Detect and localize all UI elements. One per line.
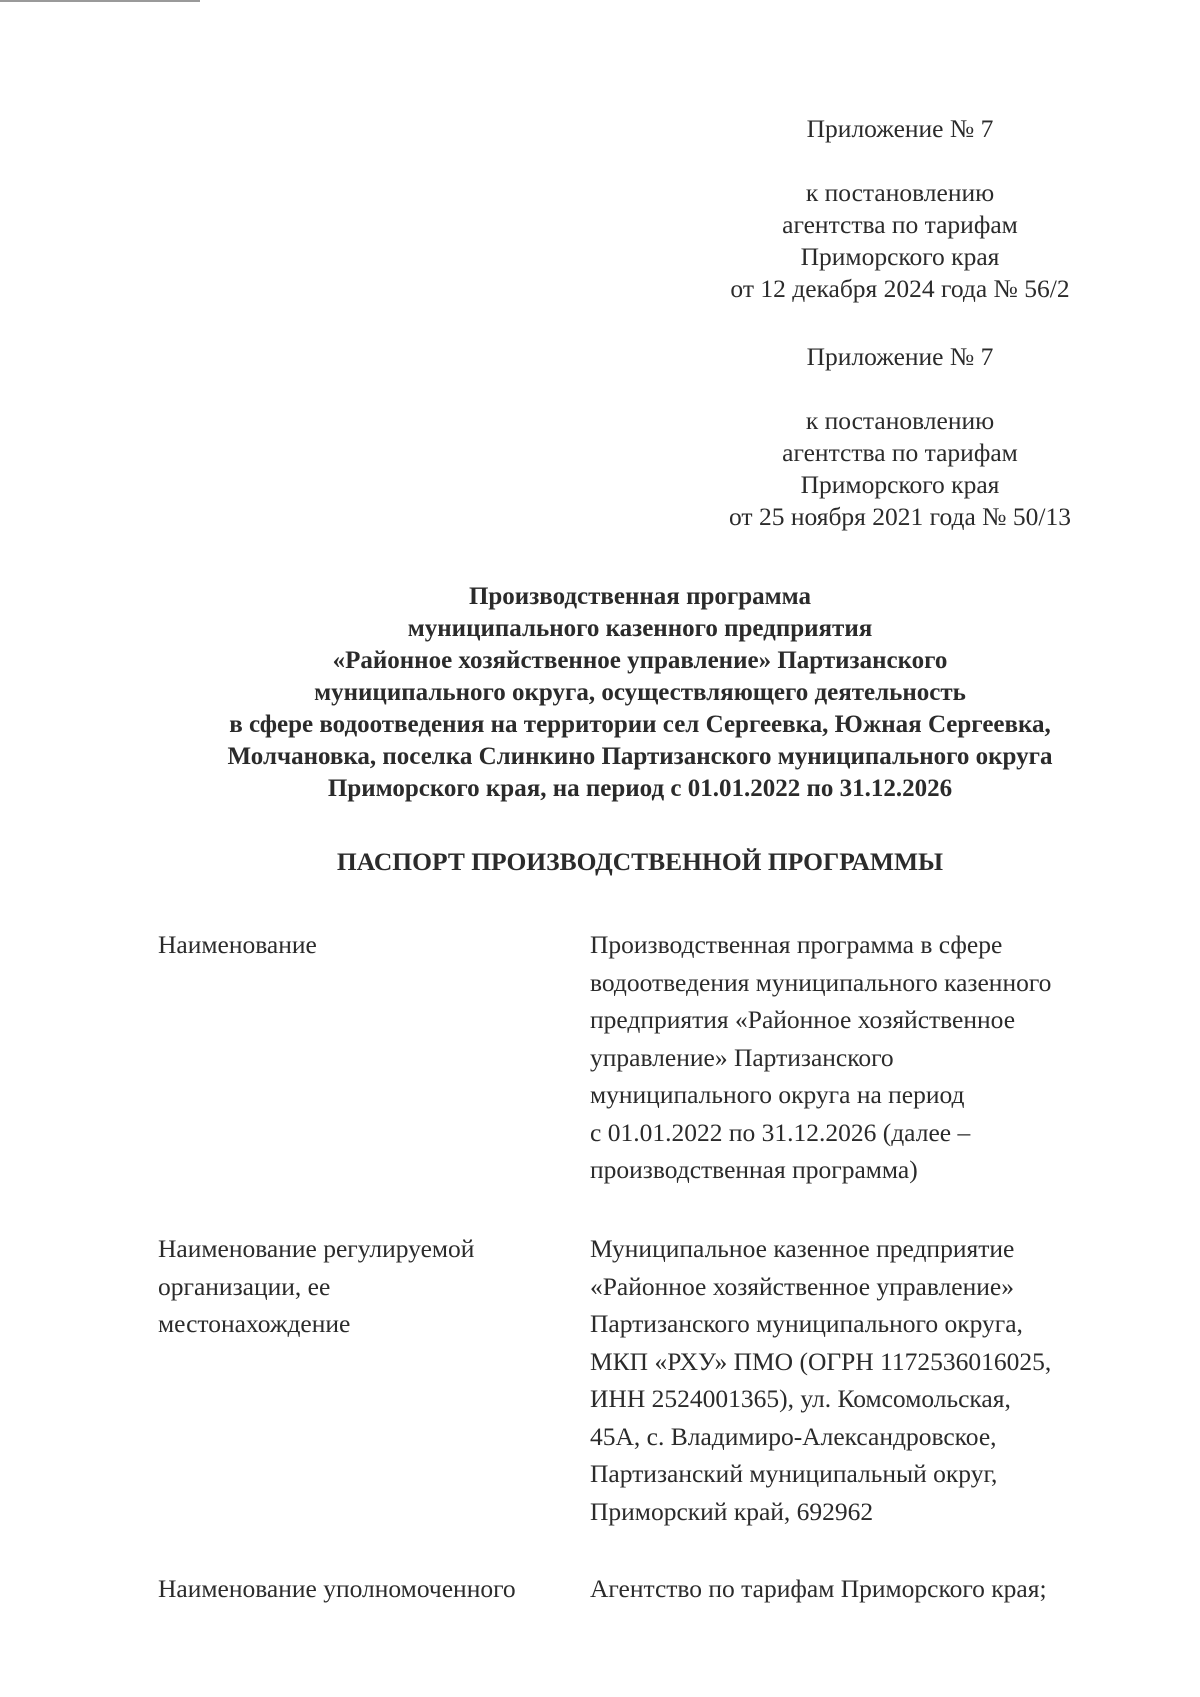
value-line: управление» Партизанского — [590, 1042, 894, 1072]
value-line: с 01.01.2022 по 31.12.2026 (далее – — [590, 1117, 971, 1147]
row-label-organization — [158, 1230, 578, 1343]
value-line: 45А, с. Владимиро-Александровское, — [590, 1421, 997, 1451]
appendix-line: Приморского края — [800, 470, 1000, 499]
scan-edge-mark — [0, 0, 200, 2]
heading-line: муниципального казенного предприятия — [407, 615, 873, 642]
value-line: Производственная программа в сфере — [590, 930, 1003, 959]
value-line: водоотведения муниципального казенного — [590, 967, 1052, 997]
value-line: МКП «РХУ» ПМО (ОГРН 1172536016025, — [590, 1346, 1052, 1376]
appendix-line: к постановлению — [805, 406, 995, 435]
appendix-line: к постановлению — [805, 178, 995, 207]
heading-line: Производственная программа — [468, 583, 812, 610]
appendix-line: Приморского края — [800, 242, 1000, 271]
heading-line: Молчановка, поселка Слинкино Партизанского муниципального округа — [227, 743, 1053, 770]
label-line: организации, ее — [158, 1271, 331, 1301]
value-line: Агентство по тарифам Приморского края; — [590, 1574, 1047, 1603]
row-value-name — [590, 926, 1150, 1189]
heading-line: «Районное хозяйственное управление» Партизанского — [332, 647, 948, 674]
appendix-block-original — [620, 341, 1180, 533]
heading-line: Приморского края, на период с 01.01.2022 по 31.12.2026 — [327, 775, 953, 802]
value-line: ИНН 2524001365), ул. Комсомольская, — [590, 1384, 1011, 1413]
appendix-block-current — [620, 113, 1180, 305]
appendix-decree-date: от 12 декабря 2024 года № 56/2 — [730, 274, 1070, 303]
appendix-line: агентства по тарифам — [782, 210, 1018, 239]
document-heading — [140, 581, 1140, 805]
value-line: «Районное хозяйственное управление» — [590, 1271, 1014, 1301]
row-label-authority — [158, 1570, 578, 1608]
value-line: Муниципальное казенное предприятие — [590, 1234, 1015, 1263]
value-line: производственная программа) — [590, 1155, 918, 1184]
value-line: Партизанского муниципального округа, — [590, 1309, 1023, 1338]
row-value-organization — [590, 1230, 1150, 1530]
row-value-authority — [590, 1570, 1150, 1608]
heading-line: в сфере водоотведения на территории сел Сергеевка, Южная Сергеевка, — [229, 711, 1051, 738]
value-line: Партизанский муниципальный округ, — [590, 1459, 998, 1488]
value-line: Приморский край, 692962 — [590, 1496, 874, 1526]
value-line: предприятия «Районное хозяйственное — [590, 1005, 1016, 1034]
row-label-name — [158, 926, 578, 964]
label-line: местонахождение — [158, 1309, 351, 1338]
label-line: Наименование регулируемой — [158, 1234, 475, 1263]
label-line: Наименование — [158, 930, 317, 959]
appendix-decree-date: от 25 ноября 2021 года № 50/13 — [729, 502, 1071, 531]
passport-title: ПАСПОРТ ПРОИЗВОДСТВЕННОЙ ПРОГРАММЫ — [336, 847, 944, 876]
heading-line: муниципального округа, осуществляющего деятельность — [314, 679, 966, 706]
appendix-title: Приложение № 7 — [806, 342, 994, 371]
label-line: Наименование уполномоченного — [158, 1574, 516, 1603]
value-line: муниципального округа на период — [590, 1080, 965, 1109]
appendix-title: Приложение № 7 — [806, 114, 994, 143]
appendix-line: агентства по тарифам — [782, 438, 1018, 467]
